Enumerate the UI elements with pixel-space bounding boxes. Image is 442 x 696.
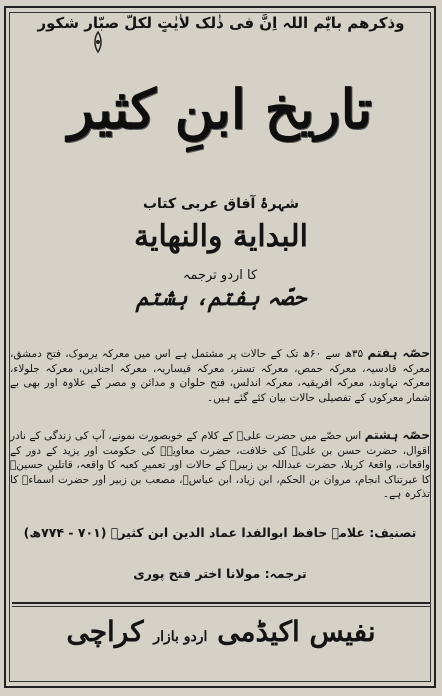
arabic-title: البدایة والنهایة — [134, 219, 308, 254]
section-eight — [10, 428, 430, 502]
section-seven-text: ۳۵ھ سے ۶۰ھ تک کے حالات پر مشتمل ہے اس میں معرکہ یرموک، فتح دمشق، معرکہ قادسیہ، معرکہ حمص، معرکہ تستر، معرکہ قیساریہ، معرکہ اجنادین، معرکہ جلولاء، معرکہ نہاوند، معرکہ افریقیہ، معرکہ اندلس، فتح حلوان و مدائن و مصر کے علاوہ اور بھی بے شمار معرکوں کے تفصیلی حالات بیان کئے گئے ہیں۔ — [10, 348, 430, 404]
publisher-city: کراچی — [66, 615, 144, 648]
ornament-icon — [86, 30, 110, 54]
author-line: تصنیف: علامہ حافظ ابوالفدا عماد الدین ابن کثیرؒ (۷۰۱ - ۷۷۴ھ) — [23, 525, 417, 540]
book-title: تاریخ ابنِ کثیر — [67, 77, 373, 141]
translator-line: ترجمہ: مولانا اختر فتح پوری — [133, 566, 307, 581]
divider-thin — [12, 606, 430, 607]
section-seven-label: حصّہ ہفتم — [367, 346, 430, 360]
translation-note: کا اردو ترجمہ — [182, 268, 258, 283]
section-eight-label: حصّہ ہشتم — [364, 428, 430, 442]
publisher-address: اردو بازار — [153, 629, 208, 645]
section-seven — [10, 346, 430, 405]
section-eight-text: اس حصّے میں حضرت علیؓ کے کلام کے خوبصورت نمونے، آپ کی زندگی کے نادر اقوال، حضرت حسن بن علیؓ کی خلافت، حضرت معاویہؓ کی حکومت اور یزید کے دور کے واقعات، واقعۂ کربلا، حضرت عبداللہ بن زبیرؓ کے حالات اور تعمیرِ کعبہ کا واقعہ، قاتلینِ حسینؓ کا عبرتناک انجام، مروان بن الحکم، ابن زیاد، ابن عباسؓ، مصعب بن زبیر اور حضرت اسماءؓ کا تذکرہ ہے۔ — [10, 430, 430, 500]
quran-verse: وذکرھم بایّٰم اللہ اِنَّ فی ذٰلک لاٰیٰتٍ لکلّ صبّارٍ شکور — [37, 14, 405, 32]
publisher-block — [40, 615, 402, 649]
publisher-name: نفیس اکیڈمی — [217, 615, 376, 648]
divider — [12, 602, 430, 604]
volume-parts: حصّہ ہفتم، ہشتم — [135, 286, 306, 311]
subtitle-line: شہرۂ آفاق عربی کتاب — [142, 196, 300, 212]
